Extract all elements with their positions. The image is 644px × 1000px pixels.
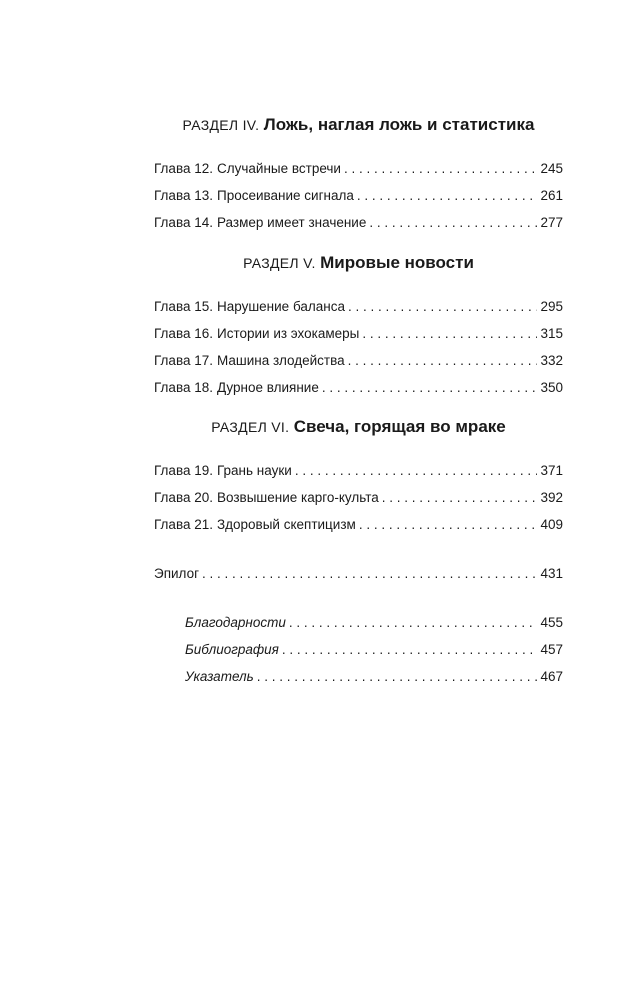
page-number: 315 xyxy=(540,326,563,341)
toc-entry xyxy=(154,155,563,182)
chapter-title: Возвышение карго-культа xyxy=(216,490,379,505)
toc-entry xyxy=(154,182,563,209)
epilogue-title: Эпилог xyxy=(154,566,200,581)
page-number: 261 xyxy=(540,188,563,203)
dot-leader xyxy=(282,636,538,663)
dot-leader xyxy=(369,209,537,236)
dot-leader xyxy=(348,293,537,320)
chapter-number: Глава 14. xyxy=(154,215,213,230)
chapter-number: Глава 16. xyxy=(154,326,213,341)
table-of-contents xyxy=(154,110,563,690)
chapter-title: Истории из эхокамеры xyxy=(216,326,360,341)
page-number: 467 xyxy=(540,669,563,684)
dot-leader xyxy=(348,347,538,374)
toc-entry-epilogue xyxy=(154,560,563,587)
section-title: Ложь, наглая ложь и статистика xyxy=(263,115,535,134)
section-label: РАЗДЕЛ IV. xyxy=(182,117,260,133)
toc-entry xyxy=(154,511,563,538)
back-matter-title: Указатель xyxy=(185,669,254,684)
dot-leader xyxy=(382,484,538,511)
chapter-title: Здоровый скептицизм xyxy=(216,517,356,532)
epilogue-block xyxy=(154,560,563,587)
page-number: 295 xyxy=(540,299,563,314)
chapter-number: Глава 13. xyxy=(154,188,213,203)
chapter-number: Глава 18. xyxy=(154,380,213,395)
section-heading xyxy=(154,412,563,443)
toc-entry xyxy=(154,320,563,347)
toc-entry-back-matter xyxy=(185,663,563,690)
back-matter-list xyxy=(185,609,563,690)
chapter-title: Нарушение баланса xyxy=(216,299,345,314)
page-number: 409 xyxy=(540,517,563,532)
chapter-list xyxy=(154,155,563,236)
toc-entry xyxy=(154,374,563,401)
page-number: 431 xyxy=(540,566,563,581)
chapter-list xyxy=(154,457,563,538)
dot-leader xyxy=(344,155,538,182)
chapter-title: Случайные встречи xyxy=(216,161,341,176)
section-label: РАЗДЕЛ VI. xyxy=(211,419,290,435)
section-title: Мировые новости xyxy=(320,253,474,272)
dot-leader xyxy=(202,560,537,587)
back-matter-title: Благодарности xyxy=(185,615,286,630)
chapter-number: Глава 21. xyxy=(154,517,213,532)
page-number: 277 xyxy=(540,215,563,230)
back-matter-title: Библиография xyxy=(185,642,279,657)
page-number: 350 xyxy=(540,380,563,395)
section-heading xyxy=(154,110,563,141)
toc-entry-back-matter xyxy=(185,609,563,636)
section-title: Свеча, горящая во мраке xyxy=(293,417,506,436)
dot-leader xyxy=(295,457,538,484)
chapter-title: Просеивание сигнала xyxy=(216,188,354,203)
chapter-number: Глава 12. xyxy=(154,161,213,176)
page-number: 392 xyxy=(540,490,563,505)
chapter-title: Машина злодейства xyxy=(216,353,345,368)
toc-entry xyxy=(154,293,563,320)
page-number: 457 xyxy=(540,642,563,657)
dot-leader xyxy=(362,320,537,347)
page-number: 332 xyxy=(540,353,563,368)
chapter-number: Глава 20. xyxy=(154,490,213,505)
toc-entry xyxy=(154,484,563,511)
chapter-number: Глава 15. xyxy=(154,299,213,314)
page-number: 371 xyxy=(540,463,563,478)
dot-leader xyxy=(322,374,538,401)
toc-entry xyxy=(154,347,563,374)
chapter-number: Глава 19. xyxy=(154,463,213,478)
chapter-title: Размер имеет значение xyxy=(216,215,367,230)
section-label: РАЗДЕЛ V. xyxy=(243,255,316,271)
page-number: 245 xyxy=(540,161,563,176)
toc-entry-back-matter xyxy=(185,636,563,663)
page-number: 455 xyxy=(540,615,563,630)
chapter-title: Грань науки xyxy=(216,463,292,478)
dot-leader xyxy=(359,511,538,538)
dot-leader xyxy=(289,609,538,636)
section-heading xyxy=(154,248,563,279)
chapter-title: Дурное влияние xyxy=(216,380,319,395)
toc-entry xyxy=(154,209,563,236)
chapter-number: Глава 17. xyxy=(154,353,213,368)
toc-entry xyxy=(154,457,563,484)
dot-leader xyxy=(257,663,538,690)
chapter-list xyxy=(154,293,563,401)
dot-leader xyxy=(357,182,538,209)
